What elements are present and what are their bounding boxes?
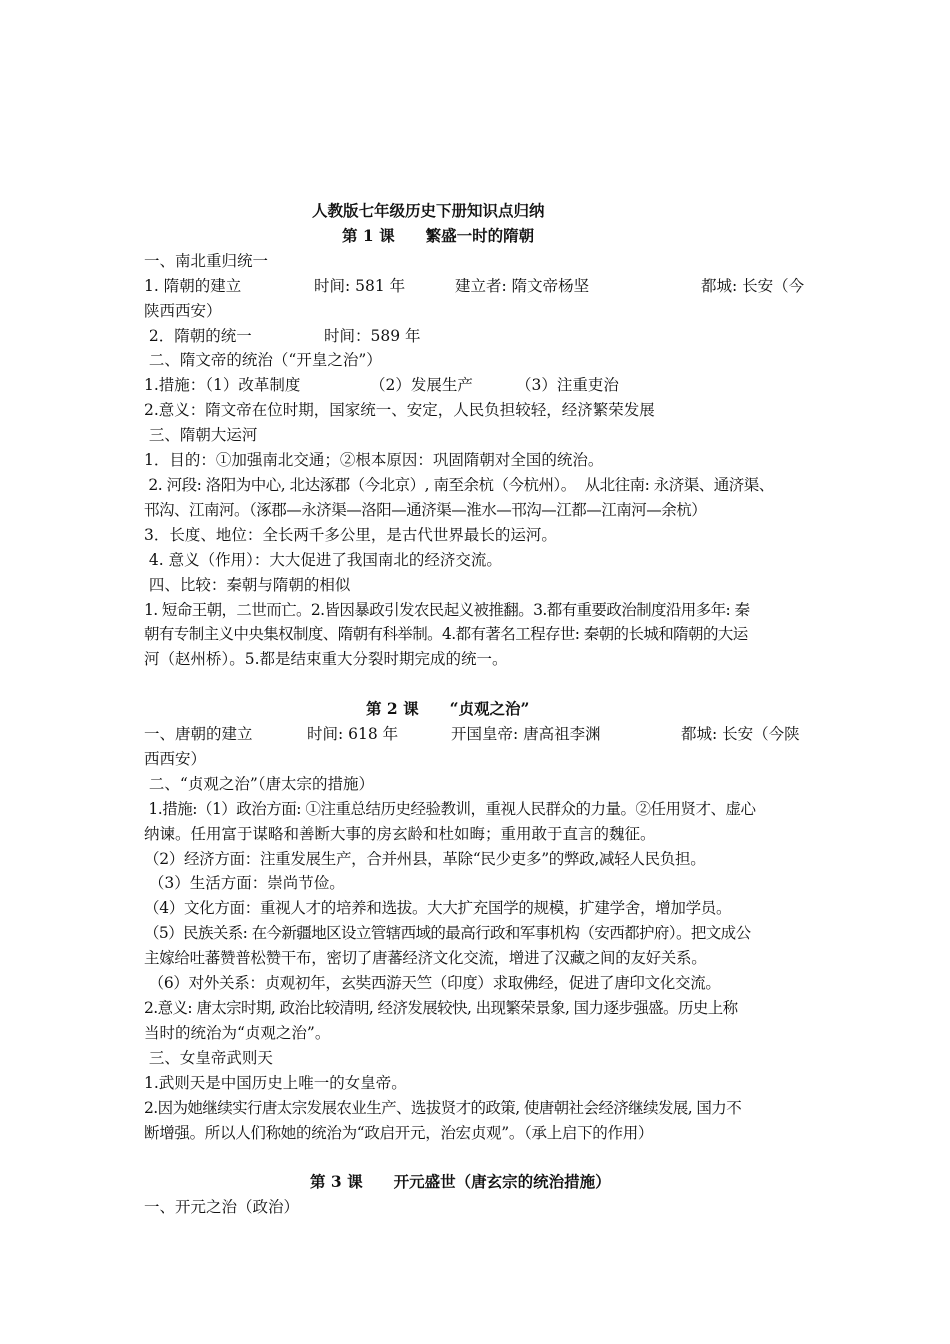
text-line: 朝有专制主义中央集权制度、隋朝有科举制。4.都有著名工程存世: 秦朝的长城和隋朝的大运 bbox=[144, 625, 748, 644]
text-line: 4. 意义（作用）：大大促进了我国南北的经济交流。 bbox=[144, 550, 502, 569]
text-line: 1.措施：（1）改革制度 （2）发展生产 （3）注重吏治 bbox=[144, 376, 619, 395]
text-line: 一、唐朝的建立 时间: 618 年 开国皇帝: 唐高祖李渊 都城: 长安（今陕 bbox=[144, 725, 800, 744]
text-line: 2.因为她继续实行唐太宗发展农业生产、选拔贤才的政策, 使唐朝社会经济继续发展, 国力不 bbox=[144, 1098, 742, 1117]
text-line: 断增强。所以人们称她的统治为“政启开元，治宏贞观”。（承上启下的作用） bbox=[144, 1123, 654, 1142]
text-line: （6）对外关系：贞观初年，玄奘西游天竺（印度）求取佛经，促进了唐印文化交流。 bbox=[144, 974, 721, 993]
blank-line bbox=[144, 672, 820, 697]
text-line: 1.武则天是中国历史上唯一的女皇帝。 bbox=[144, 1073, 407, 1092]
section-heading: 一、南北重归统一 bbox=[144, 251, 269, 270]
section-heading: 四、比较：秦朝与隋朝的相似 bbox=[144, 575, 351, 594]
text-line: （5）民族关系: 在今新疆地区设立管辖西域的最高行政和军事机构（安西都护府）。把文成公 bbox=[144, 924, 751, 943]
text-line: 主嫁给吐蕃赞普松赞干布，密切了唐蕃经济文化交流，增进了汉藏之间的友好关系。 bbox=[144, 949, 707, 968]
section-heading: 三、女皇帝武则天 bbox=[144, 1048, 273, 1067]
text-line: 1．目的：①加强南北交通；②根本原因：巩固隋朝对全国的统治。 bbox=[144, 451, 604, 470]
document-title: 人教版七年级历史下册知识点归纳 bbox=[312, 201, 545, 220]
section-heading: 二、“贞观之治”（唐太宗的措施） bbox=[144, 774, 375, 793]
text-line: 陕西西安） bbox=[144, 301, 222, 320]
document-body bbox=[144, 199, 820, 1220]
section-heading: 二、隋文帝的统治（“开皇之治”） bbox=[144, 351, 382, 370]
lesson-2-heading: 第 2 课 “贞观之治” bbox=[366, 699, 530, 719]
text-line: 2.意义：隋文帝在位时期，国家统一、安定，人民负担较轻，经济繁荣发展 bbox=[144, 401, 655, 420]
text-line: 2.意义: 唐太宗时期, 政治比较清明, 经济发展较快, 出现繁荣景象, 国力逐步强盛。历史上称 bbox=[144, 998, 738, 1017]
text-line: 河（赵州桥）。5.都是结束重大分裂时期完成的统一。 bbox=[144, 650, 508, 669]
text-line: 2．隋朝的统一 时间：589 年 bbox=[144, 326, 421, 345]
text-line: 2. 河段: 洛阳为中心, 北达涿郡（今北京）, 南至余杭（今杭州）。 从北往南: 永济渠、通济渠、 bbox=[144, 475, 774, 494]
section-heading: 三、隋朝大运河 bbox=[144, 426, 258, 445]
lesson-1-heading: 第 1 课 繁盛一时的隋朝 bbox=[342, 225, 535, 245]
section-heading: 一、开元之治（政治） bbox=[144, 1198, 300, 1217]
text-line: （2）经济方面：注重发展生产，合并州县，革除“民少吏多”的弊政,减轻人民负担。 bbox=[144, 849, 706, 868]
text-line: 1.措施:（1）政治方面: ①注重总结历史经验教训，重视人民群众的力量。②任用贤才、虚心 bbox=[144, 799, 756, 818]
text-line: （4）文化方面：重视人才的培养和选拔。大大扩充国学的规模，扩建学舍，增加学员。 bbox=[144, 899, 732, 918]
text-line: 当时的统治为“贞观之治”。 bbox=[144, 1023, 331, 1042]
lesson-3-heading: 第 3 课 开元盛世（唐玄宗的统治措施） bbox=[310, 1172, 611, 1192]
blank-line bbox=[144, 1145, 820, 1170]
text-line: （3）生活方面：崇尚节俭。 bbox=[144, 874, 345, 893]
text-line: 纳谏。任用富于谋略和善断大事的房玄龄和杜如晦；重用敢于直言的魏征。 bbox=[144, 824, 656, 843]
text-line: 西西安） bbox=[144, 749, 207, 768]
text-line: 1. 隋朝的建立 时间: 581 年 建立者: 隋文帝杨坚 都城: 长安（今 bbox=[144, 276, 805, 295]
text-line: 3．长度、地位：全长两千多公里，是古代世界最长的运河。 bbox=[144, 525, 557, 544]
text-line: 邗沟、江南河。（涿郡—永济渠—洛阳—通济渠—淮水—邗沟—江都—江南河—余杭） bbox=[144, 500, 707, 519]
text-line: 1. 短命王朝，二世而亡。2.皆因暴政引发农民起义被推翻。3.都有重要政治制度沿用多年: 秦 bbox=[144, 600, 750, 619]
